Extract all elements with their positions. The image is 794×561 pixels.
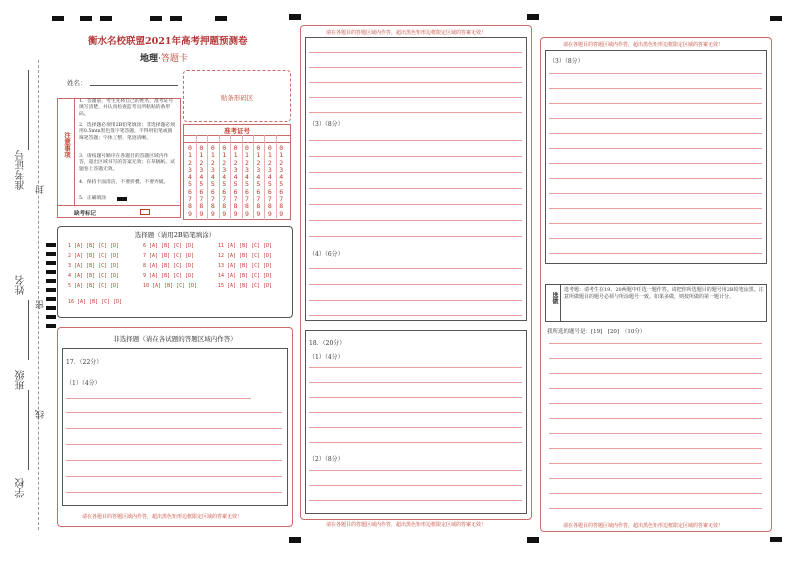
timing-mark [46,315,56,319]
notice-item-4: 4．保持卡面清洁，不要折叠、不要弄破。 [79,180,169,185]
timing-mark [46,324,56,328]
timing-mark [46,297,56,301]
answer-line [549,73,762,74]
answer-line [66,398,251,399]
timing-mark [46,261,56,265]
margin-seal-mark: 封 [36,185,46,194]
absent-label: 缺考标记 [74,211,97,217]
timing-mark [289,537,301,543]
answer-line [66,412,282,413]
answer-line [309,156,522,157]
timing-mark [527,14,539,20]
answer-line [549,103,762,104]
notice-item-5: 5．正确填涂 [79,196,107,201]
notice-item-2: 2．选择题必须用2B铅笔填涂；非选择题必须用0.5mm黑色签字笔答题，不得用铅笔或圆珠笔答题；字体工整、笔迹清晰。 [79,123,175,141]
sheet-name: 答题卡 [160,54,188,64]
ticket-digit-column[interactable]: 0 1 2 3 4 5 6 7 8 9 [210,144,215,218]
answer-line [549,223,762,224]
answer-line [309,470,522,471]
ticket-label: 准考证号 [224,127,250,135]
ticket-column-divider [276,135,277,220]
answer-line [309,300,522,301]
notice-item-3: 3．请按题号顺序在各题目的答题区域内作答，超出区域书写的答案无效；在草稿纸、试题卷上答题无效。 [79,154,175,172]
margin-name-label: 姓名 [16,275,27,295]
choice-row-5-c[interactable]: 15 [A] [B] [C] [D] [218,283,273,289]
ticket-column-divider [207,135,208,220]
ticket-column-divider [253,135,254,220]
ticket-column-divider [264,135,265,220]
answer-line [309,140,522,141]
timing-mark [46,243,56,247]
choice-row-1-b[interactable]: 6 [A] [B] [C] [D] [143,243,195,249]
answer-line [309,427,522,428]
timing-mark [100,16,112,21]
choice-row-5-a[interactable]: 5 [A] [B] [C] [D] [68,283,120,289]
answer-line [309,485,522,486]
answer-line [66,460,282,461]
answer-line [309,236,522,237]
choice-row-6-a[interactable]: 16 [A] [B] [C] [D] [68,299,123,305]
timing-mark [46,279,56,283]
answer-line [549,373,762,374]
filled-bubble-sample [117,197,127,201]
timing-mark [80,16,92,21]
barcode-area [183,70,291,122]
answer-line [66,444,282,445]
nonchoice-title: 非选择题（请在各试题的答题区域内作答） [113,335,237,343]
choice-row-3-b[interactable]: 8 [A] [B] [C] [D] [143,263,195,269]
answer-line [549,193,762,194]
answer-line [549,178,762,179]
elective-instructions: 选考题：请考生在19、20两题中任选一题作答。请把你所选题目的题号用2B铅笔涂黑。注意所做题目的题号必须与所涂题号一致。如果多做，则按所做的第一题计分。 [564,287,764,300]
answer-line [309,500,522,501]
q18-continued-box [545,50,767,264]
warning-col1: 请在各题目的答题区域内作答，超出黑色矩形边框限定区域的答案无效！ [82,514,243,520]
answer-line [549,508,762,509]
timing-mark [150,16,162,21]
margin-underline [28,390,29,470]
timing-mark [52,16,64,21]
answer-line [549,208,762,209]
q17-1-label: （1）（4分） [66,380,101,387]
notice-item-1: 1．答题前，考生先将自己的姓名、准考证号填写清楚，并认真检查监考员所粘贴的条形码。 [79,99,174,117]
notice-divider [74,98,75,206]
choice-row-2-a[interactable]: 2 [A] [B] [C] [D] [68,253,120,259]
margin-underline [28,300,29,360]
choice-row-4-b[interactable]: 9 [A] [B] [C] [D] [143,273,195,279]
answer-line [309,397,522,398]
ticket-digit-column[interactable]: 0 1 2 3 4 5 6 7 8 9 [245,144,249,218]
answer-line [549,253,762,254]
answer-line [549,118,762,119]
answer-line [549,163,762,164]
ticket-column-divider [196,135,197,220]
answer-line [309,97,522,98]
answer-line [549,133,762,134]
timing-mark [46,270,56,274]
answer-line [66,428,282,429]
answer-line [549,463,762,464]
answer-line [549,418,762,419]
elective-label: 选做 [551,292,558,304]
answer-line [66,476,282,477]
absent-checkbox[interactable] [140,209,150,215]
answer-line [309,67,522,68]
answer-line [549,343,762,344]
choice-row-1-a[interactable]: 1 [A] [B] [C] [D] [68,243,120,249]
margin-line-mark: 线 [36,410,46,419]
q17-3-label: （3）（8分） [309,121,344,128]
choice-title: 选择题（请用2B铅笔填涂） [134,231,216,239]
exam-subtitle [140,51,188,64]
q18-3-label: （3）（8分） [549,58,584,65]
answer-line [549,478,762,479]
warning-col3-top: 请在各题目的答题区域内作答，超出黑色矩形边框限定区域的答案无效！ [563,42,724,48]
ticket-digit-column[interactable]: 0 1 2 3 4 5 6 7 8 9 [267,144,272,218]
timing-mark [170,16,182,21]
ticket-digit-column[interactable]: 0 1 2 3 4 5 6 7 8 9 [256,144,261,218]
timing-mark [215,16,227,21]
answer-line [549,148,762,149]
ticket-digit-column[interactable]: 0 1 2 3 4 5 6 7 8 9 [279,144,284,218]
timing-mark [46,252,56,256]
choice-row-4-c[interactable]: 14 [A] [B] [C] [D] [218,273,273,279]
q17-label: 17．（22分） [66,359,103,366]
answer-line [66,492,282,493]
answer-line [309,442,522,443]
answer-line [309,367,522,368]
timing-mark [289,14,301,20]
margin-secret-mark: 密 [36,300,46,309]
warning-col2-top: 请在各题目的答题区域内作答，超出黑色矩形边框限定区域的答案无效！ [326,30,487,36]
answer-line [549,403,762,404]
notice-heading: 注意事项 [63,132,71,158]
answer-line [549,388,762,389]
name-label: 姓名： [67,79,87,87]
margin-school-label: 学校 [16,478,27,498]
barcode-label: 贴条形码区 [220,94,254,102]
ticket-column-divider [242,135,243,220]
warning-col3-bottom: 请在各题目的答题区域内作答，超出黑色矩形边框限定区域的答案无效！ [563,523,724,529]
answer-line [309,172,522,173]
ticket-digit-column[interactable]: 0 1 2 3 4 5 6 7 8 9 [233,144,238,218]
q17-continued-box [305,37,527,321]
answer-line [549,433,762,434]
timing-mark [46,306,56,310]
timing-mark [770,537,782,542]
subject: 地理 [140,54,159,64]
choice-row-1-c[interactable]: 11 [A] [B] [C] [D] [218,243,273,249]
answer-line [309,52,522,53]
answer-line [309,315,522,316]
margin-ticket-label: 准考证号 [16,150,27,190]
chosen-question-label[interactable]: 我所选的题号是：[19] [20] （10分） [547,329,646,335]
choice-row-5-b[interactable]: 10 [A] [B] [C] [D] [143,283,198,289]
answer-line [309,112,522,113]
choice-row-3-c[interactable]: 13 [A] [B] [C] [D] [218,263,273,269]
choice-row-2-b[interactable]: 7 [A] [B] [C] [D] [143,253,195,259]
answer-line [309,188,522,189]
answer-line [309,82,522,83]
timing-mark [527,537,539,543]
answer-line [309,268,522,269]
ticket-digit-column[interactable]: 0 1 2 3 4 5 6 7 8 9 [222,144,227,218]
timing-mark [46,288,56,292]
choice-row-3-a[interactable]: 3 [A] [B] [C] [D] [68,263,120,269]
separator-dot: · [158,54,161,64]
elective-divider [560,284,561,322]
answer-line [309,204,522,205]
q17-4-label: （4）（6分） [309,251,344,258]
timing-mark [770,16,782,21]
choice-row-4-a[interactable]: 4 [A] [B] [C] [D] [68,273,120,279]
answer-line [549,358,762,359]
ticket-digit-column[interactable]: 0 1 2 3 4 5 6 7 8 9 [199,144,204,218]
warning-col2-bottom: 请在各题目的答题区域内作答，超出黑色矩形边框限定区域的答案无效！ [326,522,487,528]
answer-line [549,88,762,89]
margin-underline [28,70,29,150]
exam-title: 衡水名校联盟2021年高考押题预测卷 [88,36,248,47]
q18-label: 18．（20分） [309,340,346,347]
answer-line [309,382,522,383]
margin-class-label: 班级 [16,370,27,390]
answer-line [309,284,522,285]
q18-2-label: （2）（8分） [309,456,344,463]
answer-line [549,448,762,449]
answer-line [309,412,522,413]
ticket-digit-column[interactable]: 0 1 2 3 4 5 6 7 8 9 [188,144,192,218]
answer-line [309,220,522,221]
name-field[interactable] [90,85,178,86]
nonchoice-inner [62,348,288,506]
ticket-column-divider [230,135,231,220]
ticket-column-divider [219,135,220,220]
answer-line [549,238,762,239]
q18-1-label: （1）（4分） [309,354,344,361]
seal-line [38,60,39,530]
answer-line [549,493,762,494]
choice-row-2-c[interactable]: 12 [A] [B] [C] [D] [218,253,273,259]
